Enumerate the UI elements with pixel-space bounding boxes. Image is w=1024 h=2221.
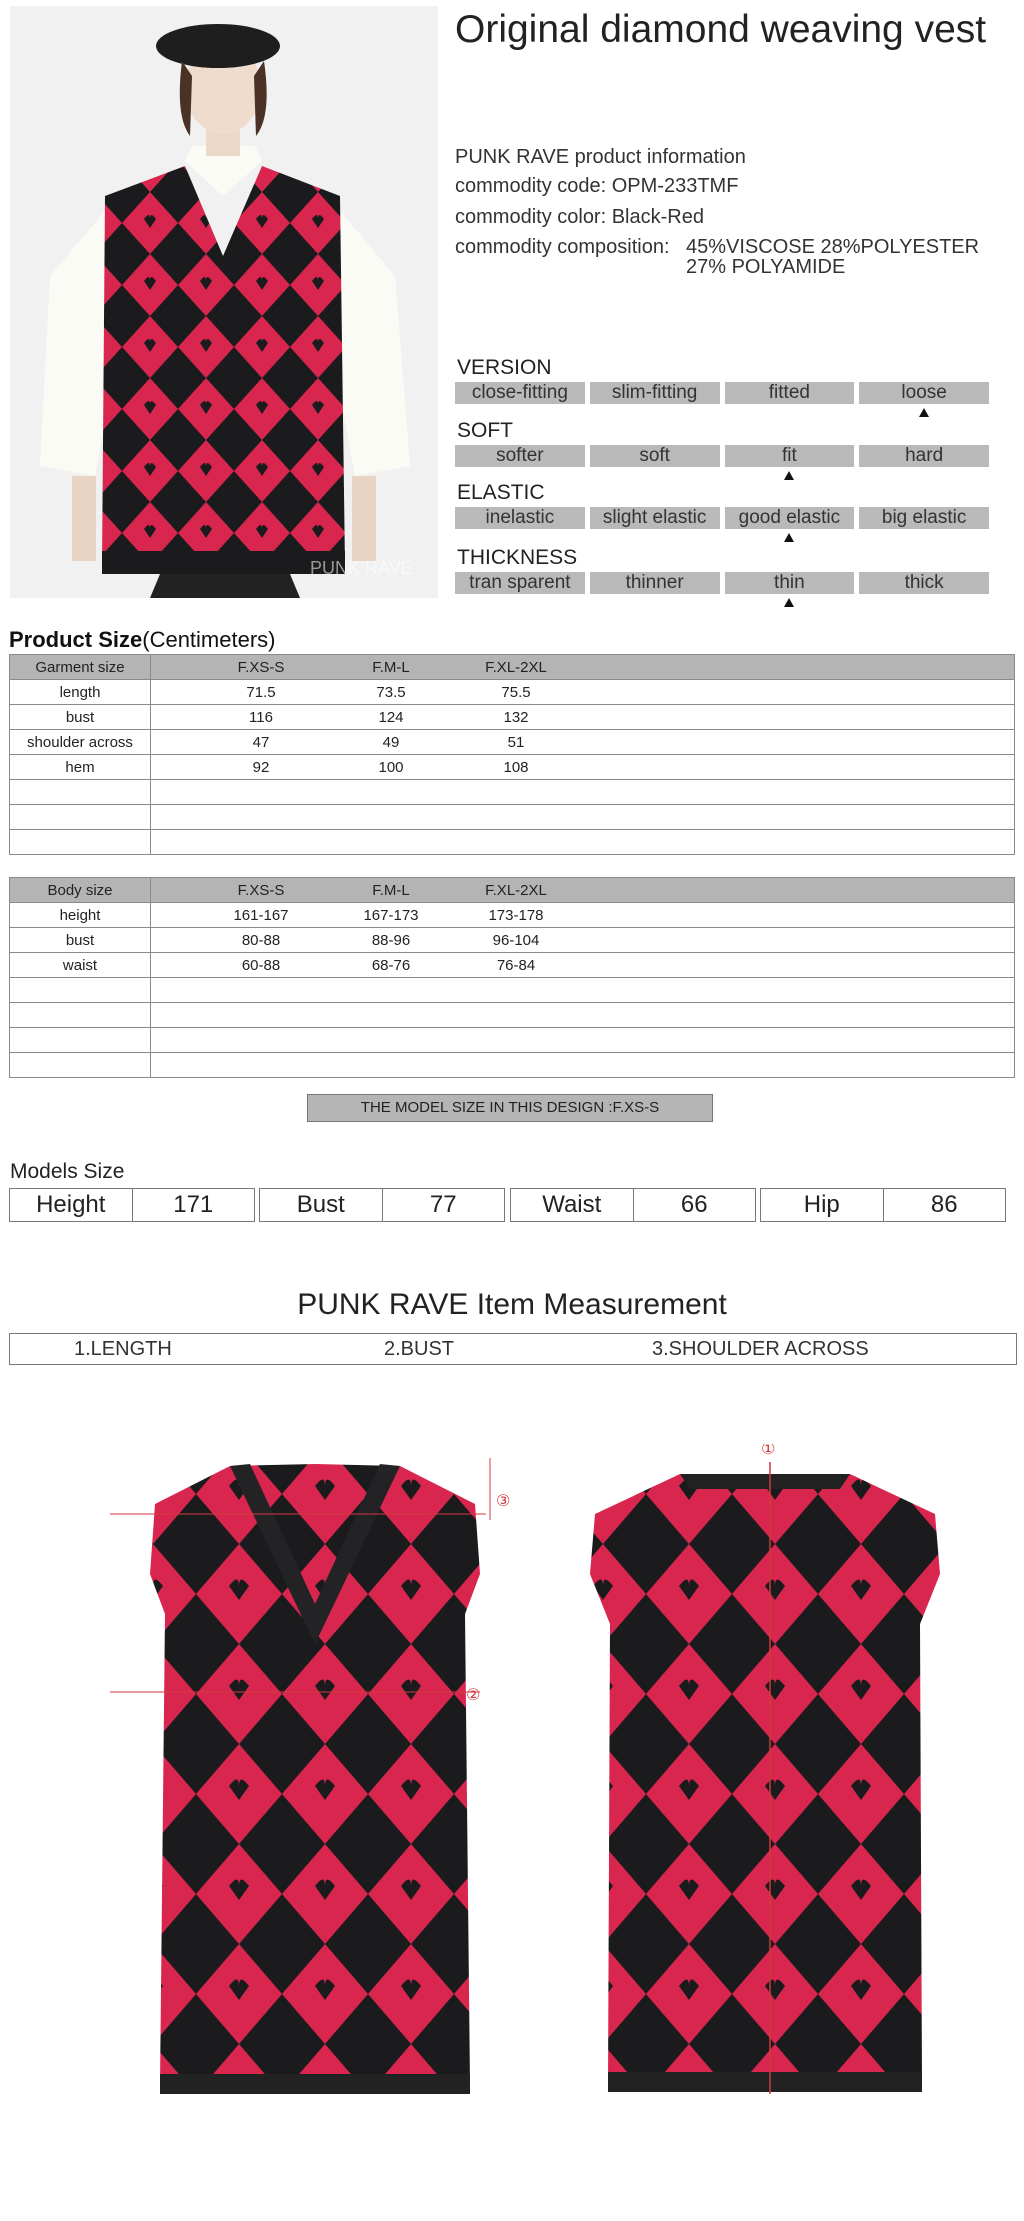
attribute-option: thick <box>859 572 989 594</box>
attribute-option: slight elastic <box>590 507 720 529</box>
table-row-label: Garment size <box>10 655 151 680</box>
table-values <box>151 655 1015 680</box>
table-cell: 60-88 <box>241 957 281 974</box>
attribute-title: VERSION <box>457 356 552 379</box>
table-cell: 76-84 <box>496 957 536 974</box>
product-size-unit: (Centimeters) <box>142 627 276 652</box>
measurement-item-bust: 2.BUST <box>384 1338 455 1360</box>
attribute-options <box>455 507 989 529</box>
info-header: PUNK RAVE product information <box>455 146 746 168</box>
attribute-options <box>455 382 989 404</box>
composition-label: commodity composition: <box>455 236 670 258</box>
table-row-label: waist <box>10 953 151 978</box>
empty-cell <box>10 780 151 805</box>
table-cell: 73.5 <box>376 684 406 701</box>
empty-cell <box>151 780 1015 805</box>
table-row-label: bust <box>10 928 151 953</box>
table-cell: 100 <box>378 759 404 776</box>
table-row <box>10 903 1015 928</box>
model-measure-hip <box>760 1188 1006 1222</box>
table-cell: 92 <box>252 759 270 776</box>
attribute-option: fitted <box>725 382 855 404</box>
attribute-options <box>455 572 989 594</box>
model-measure-label: Waist <box>542 1191 602 1218</box>
table-row <box>10 680 1015 705</box>
measurement-legend <box>9 1333 1017 1365</box>
table-cell: 80-88 <box>241 932 281 949</box>
table-row <box>10 928 1015 953</box>
attribute-option: thin <box>725 572 855 594</box>
table-values <box>151 705 1015 730</box>
empty-cell <box>151 1053 1015 1078</box>
table-row <box>10 705 1015 730</box>
commodity-color: commodity color: Black-Red <box>455 206 704 228</box>
table-values <box>151 953 1015 978</box>
model-measure-label: Height <box>36 1191 106 1218</box>
composition-line-1: 45%VISCOSE 28%POLYESTER <box>686 236 980 258</box>
empty-cell <box>10 1028 151 1053</box>
table-values <box>151 878 1015 903</box>
empty-cell <box>10 1053 151 1078</box>
model-measure-value: 171 <box>132 1189 255 1221</box>
marker-2: ② <box>466 1685 481 1704</box>
table-cell: F.M-L <box>372 882 410 899</box>
table-cell: F.M-L <box>372 659 410 676</box>
attribute-option: loose <box>859 382 989 404</box>
table-values <box>151 680 1015 705</box>
model-measure-height <box>9 1188 255 1222</box>
selected-marker-icon <box>784 533 794 542</box>
vest-front-illustration <box>110 1444 520 2112</box>
table-cell: 167-173 <box>363 907 419 924</box>
composition-line-2: 27% POLYAMIDE <box>686 256 846 278</box>
model-photo <box>10 6 438 598</box>
model-measure-value: 86 <box>883 1189 1006 1221</box>
table-cell: 124 <box>378 709 404 726</box>
empty-cell <box>151 830 1015 855</box>
empty-cell <box>10 978 151 1003</box>
product-title: Original diamond weaving vest <box>455 8 987 51</box>
measurement-item-shoulder: 3.SHOULDER ACROSS <box>652 1338 869 1360</box>
model-measure-bust <box>259 1188 505 1222</box>
table-row <box>10 953 1015 978</box>
empty-row <box>10 780 1015 805</box>
empty-cell <box>151 805 1015 830</box>
empty-cell <box>151 1028 1015 1053</box>
vest-front-image <box>110 1444 520 2112</box>
table-cell: F.XS-S <box>237 659 285 676</box>
table-cell: F.XS-S <box>237 882 285 899</box>
selected-marker-icon <box>784 598 794 607</box>
table-cell: 68-76 <box>371 957 411 974</box>
empty-row <box>10 1053 1015 1078</box>
body-size-table <box>9 877 1015 1078</box>
watermark-logo: PUNK RAVE <box>310 558 413 578</box>
selected-marker-icon <box>919 408 929 417</box>
attribute-option: good elastic <box>725 507 855 529</box>
commodity-code: commodity code: OPM-233TMF <box>455 175 739 197</box>
attribute-option: big elastic <box>859 507 989 529</box>
table-cell: F.XL-2XL <box>485 882 547 899</box>
table-row-label: length <box>10 680 151 705</box>
empty-row <box>10 1028 1015 1053</box>
attribute-title: SOFT <box>457 419 513 442</box>
vest-back-illustration <box>560 1444 970 2112</box>
table-cell: 71.5 <box>246 684 276 701</box>
empty-cell <box>10 1003 151 1028</box>
attribute-option: slim-fitting <box>590 382 720 404</box>
empty-cell <box>10 830 151 855</box>
measurement-item-length: 1.LENGTH <box>74 1338 172 1360</box>
marker-1: ① <box>761 1444 776 1458</box>
table-cell: 51 <box>507 734 525 751</box>
selected-marker-icon <box>784 471 794 480</box>
attribute-option: softer <box>455 445 585 467</box>
table-cell: 96-104 <box>492 932 540 949</box>
measurement-title: PUNK RAVE Item Measurement <box>297 1288 727 1321</box>
table-row-label: shoulder across <box>10 730 151 755</box>
empty-row <box>10 830 1015 855</box>
table-row-label: hem <box>10 755 151 780</box>
empty-row <box>10 805 1015 830</box>
model-measure-label: Bust <box>296 1191 345 1218</box>
attribute-option: close-fitting <box>455 382 585 404</box>
model-size-note: THE MODEL SIZE IN THIS DESIGN :F.XS-S <box>307 1094 713 1122</box>
attribute-options <box>455 445 989 467</box>
table-cell: 132 <box>503 709 529 726</box>
table-row <box>10 755 1015 780</box>
attribute-option: thinner <box>590 572 720 594</box>
empty-cell <box>151 978 1015 1003</box>
table-row <box>10 730 1015 755</box>
attribute-option: fit <box>725 445 855 467</box>
table-row-label: Body size <box>10 878 151 903</box>
product-size-title <box>9 627 276 653</box>
marker-3: ③ <box>496 1491 511 1510</box>
table-values <box>151 755 1015 780</box>
attribute-option: tran sparent <box>455 572 585 594</box>
model-illustration <box>10 6 438 598</box>
empty-cell <box>151 1003 1015 1028</box>
table-header-row <box>10 878 1015 903</box>
table-cell: 75.5 <box>501 684 531 701</box>
empty-cell <box>10 805 151 830</box>
attribute-option: inelastic <box>455 507 585 529</box>
model-measure-label: Hip <box>803 1191 840 1218</box>
attribute-title: THICKNESS <box>457 546 578 569</box>
attribute-title: ELASTIC <box>457 481 545 504</box>
table-values <box>151 903 1015 928</box>
table-cell: 47 <box>252 734 270 751</box>
table-values <box>151 730 1015 755</box>
model-measure-value: 66 <box>633 1189 756 1221</box>
table-cell: 116 <box>249 709 273 726</box>
attribute-option: hard <box>859 445 989 467</box>
product-size-heading: Product Size <box>9 627 143 652</box>
table-cell: 49 <box>382 734 400 751</box>
table-values <box>151 928 1015 953</box>
product-size-table <box>9 654 1015 855</box>
table-cell: 108 <box>503 759 529 776</box>
table-header-row <box>10 655 1015 680</box>
model-measure-value: 77 <box>382 1189 505 1221</box>
empty-row <box>10 978 1015 1003</box>
table-cell: F.XL-2XL <box>485 659 547 676</box>
attribute-option: soft <box>590 445 720 467</box>
vest-back-image <box>560 1444 970 2112</box>
table-cell: 88-96 <box>371 932 411 949</box>
table-row-label: bust <box>10 705 151 730</box>
table-cell: 161-167 <box>233 907 289 924</box>
empty-row <box>10 1003 1015 1028</box>
table-row-label: height <box>10 903 151 928</box>
table-cell: 173-178 <box>488 907 544 924</box>
model-measure-waist <box>510 1188 756 1222</box>
models-size-title: Models Size <box>10 1160 125 1183</box>
